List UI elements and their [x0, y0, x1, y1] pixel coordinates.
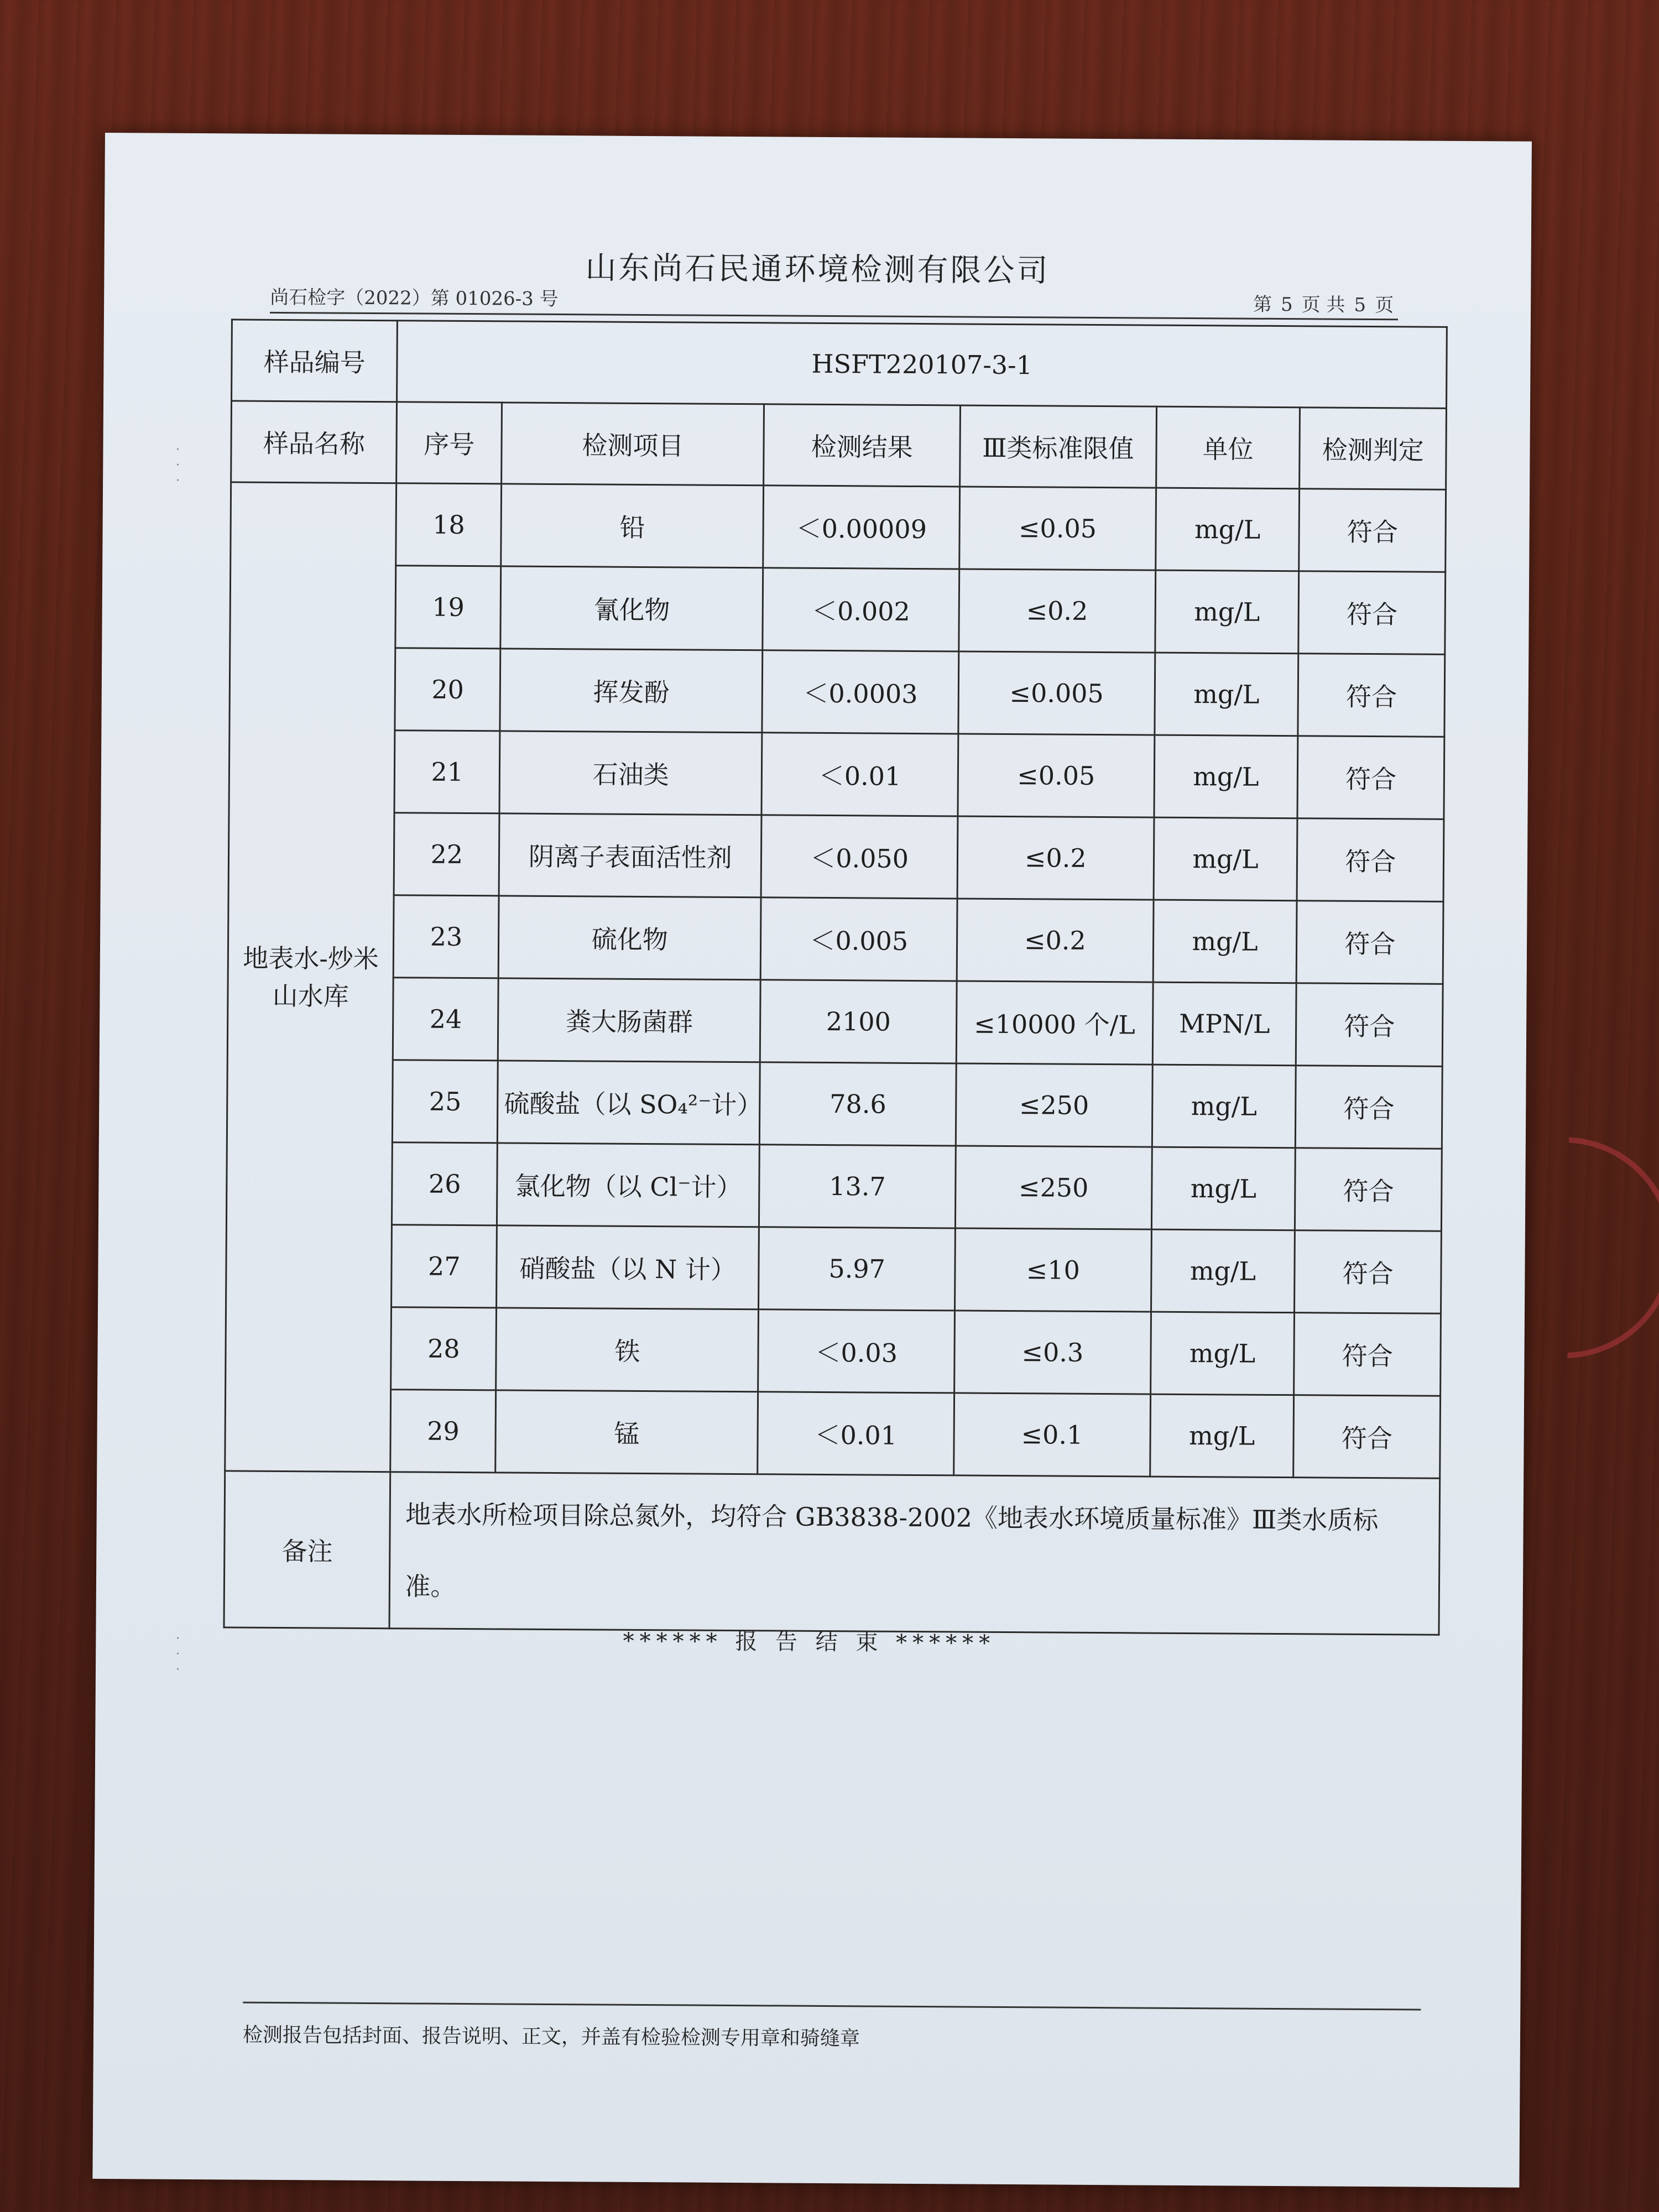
- row-unit: mg/L: [1154, 817, 1298, 901]
- row-verdict: 符合: [1298, 654, 1444, 737]
- row-result: ＜0.002: [763, 568, 959, 651]
- row-limit: ≤0.3: [954, 1311, 1151, 1394]
- table-row: [227, 1059, 1442, 1149]
- row-unit: mg/L: [1152, 1065, 1296, 1148]
- remarks-row: [224, 1471, 1440, 1635]
- row-number: 29: [390, 1390, 496, 1473]
- row-item: 阴离子表面活性剂: [499, 813, 761, 898]
- row-unit: mg/L: [1153, 900, 1297, 983]
- row-unit: mg/L: [1151, 1229, 1295, 1313]
- row-item: 石油类: [499, 731, 762, 815]
- row-limit: ≤0.005: [958, 651, 1155, 735]
- sample-id-row: [232, 320, 1447, 408]
- table-row: [231, 482, 1446, 572]
- row-number: 28: [391, 1307, 497, 1390]
- row-item: 硝酸盐（以 N 计）: [497, 1225, 759, 1310]
- row-result: 2100: [760, 980, 957, 1063]
- col-result: 检测结果: [764, 404, 961, 487]
- binding-mark-bottom: · · ·: [176, 1632, 180, 1677]
- row-verdict: 符合: [1298, 571, 1445, 655]
- row-number: 27: [392, 1225, 497, 1308]
- row-number: 20: [395, 648, 500, 731]
- page-indicator: [1249, 289, 1398, 317]
- binding-mark-top: · · ·: [176, 443, 180, 488]
- row-verdict: 符合: [1297, 736, 1444, 820]
- remarks-text: 地表水所检项目除总氮外，均符合 GB3838-2002《地表水环境质量标准》Ⅲ类水质标准。: [389, 1472, 1439, 1635]
- row-unit: mg/L: [1155, 653, 1299, 736]
- row-limit: ≤250: [955, 1146, 1152, 1229]
- row-number: 18: [396, 483, 502, 566]
- col-unit: 单位: [1156, 406, 1300, 489]
- document-number: 尚石检字（2022）第 01026-3 号: [270, 286, 559, 311]
- red-seal-stamp: [1453, 1136, 1659, 1359]
- col-number: 序号: [397, 402, 502, 484]
- row-result: 5.97: [759, 1227, 956, 1311]
- row-verdict: 符合: [1297, 901, 1443, 984]
- report-page: [92, 133, 1532, 2188]
- row-result: ＜0.01: [761, 733, 958, 816]
- page-suffix: 页: [1375, 294, 1394, 317]
- row-verdict: 符合: [1296, 1066, 1442, 1149]
- row-limit: ≤10000 个/L: [956, 981, 1153, 1065]
- row-limit: ≤0.2: [957, 899, 1154, 982]
- table-row: [226, 1306, 1441, 1396]
- row-result: ＜0.005: [761, 898, 958, 981]
- row-unit: mg/L: [1151, 1147, 1296, 1230]
- column-header-row: [231, 401, 1447, 489]
- row-item: 挥发酚: [500, 649, 763, 733]
- row-verdict: 符合: [1299, 489, 1446, 572]
- row-result: ＜0.03: [758, 1310, 955, 1393]
- row-item: 氰化物: [500, 566, 763, 650]
- page-total: 5: [1354, 294, 1366, 316]
- page-prefix: 第: [1253, 293, 1272, 316]
- row-unit: mg/L: [1155, 570, 1299, 654]
- row-unit: mg/L: [1150, 1394, 1294, 1478]
- table-row: [226, 1224, 1442, 1313]
- sample-id-value: HSFT220107-3-1: [397, 321, 1447, 409]
- row-result: ＜0.01: [758, 1392, 954, 1475]
- row-item: 锰: [495, 1390, 758, 1474]
- table-row: [229, 729, 1444, 819]
- row-number: 24: [393, 978, 499, 1061]
- table-row: [228, 812, 1444, 901]
- table-row: [225, 1389, 1441, 1478]
- row-item: 粪大肠菌群: [498, 978, 760, 1062]
- row-verdict: 符合: [1294, 1313, 1441, 1396]
- col-verdict: 检测判定: [1300, 408, 1446, 490]
- row-item: 硫酸盐（以 SO₄²⁻计）: [498, 1061, 760, 1145]
- row-unit: mg/L: [1154, 735, 1298, 818]
- row-result: 13.7: [759, 1145, 956, 1228]
- row-number: 19: [395, 566, 501, 649]
- table-row: [227, 977, 1443, 1066]
- row-result: ＜0.050: [761, 815, 958, 899]
- row-result: ＜0.0003: [762, 650, 959, 734]
- row-unit: mg/L: [1150, 1312, 1295, 1395]
- page-current: 5: [1280, 293, 1293, 316]
- row-number: 23: [394, 895, 499, 978]
- row-verdict: 符合: [1296, 983, 1443, 1067]
- sample-id-label: 样品编号: [232, 320, 398, 402]
- table-row: [230, 565, 1446, 654]
- row-unit: MPN/L: [1152, 982, 1297, 1066]
- table-row: [228, 894, 1443, 984]
- col-limit: Ⅲ类标准限值: [960, 405, 1157, 488]
- company-name: 山东尚石民通环境检测有限公司: [585, 250, 1050, 289]
- row-item: 氯化物（以 Cl⁻计）: [497, 1143, 760, 1227]
- header-rule: [270, 312, 1398, 320]
- row-item: 硫化物: [498, 896, 761, 980]
- footer-rule: [243, 2002, 1421, 2011]
- row-item: 铅: [501, 484, 764, 568]
- row-number: 21: [394, 731, 500, 813]
- row-number: 25: [393, 1060, 498, 1143]
- row-verdict: 符合: [1293, 1395, 1440, 1479]
- row-limit: ≤0.2: [959, 569, 1156, 653]
- row-limit: ≤0.05: [958, 734, 1155, 817]
- row-verdict: 符合: [1295, 1148, 1442, 1232]
- row-item: 铁: [496, 1308, 759, 1392]
- table-row: [229, 647, 1445, 737]
- report-end-marker: ****** 报 告 结 束 ******: [623, 1628, 996, 1656]
- table-row: [226, 1141, 1442, 1231]
- page-middle: 页 共: [1301, 294, 1345, 316]
- results-table: [223, 319, 1447, 1635]
- row-limit: ≤10: [955, 1228, 1152, 1312]
- row-result: ＜0.00009: [763, 486, 960, 569]
- remarks-label: 备注: [224, 1471, 390, 1629]
- row-unit: mg/L: [1155, 488, 1300, 571]
- row-limit: ≤0.05: [959, 487, 1156, 570]
- row-limit: ≤0.2: [957, 816, 1154, 900]
- row-result: 78.6: [760, 1062, 957, 1146]
- col-item: 检测项目: [502, 403, 764, 486]
- footer-note: 检测报告包括封面、报告说明、正文，并盖有检验检测专用章和骑缝章: [242, 2023, 860, 2051]
- row-limit: ≤0.1: [954, 1393, 1151, 1477]
- row-verdict: 符合: [1295, 1230, 1441, 1314]
- row-number: 26: [392, 1142, 498, 1225]
- row-limit: ≤250: [956, 1063, 1152, 1147]
- col-sample-name: 样品名称: [231, 401, 397, 483]
- row-number: 22: [394, 813, 500, 896]
- row-verdict: 符合: [1297, 818, 1443, 902]
- sample-name-cell: 地表水-炒米山水库: [225, 482, 397, 1472]
